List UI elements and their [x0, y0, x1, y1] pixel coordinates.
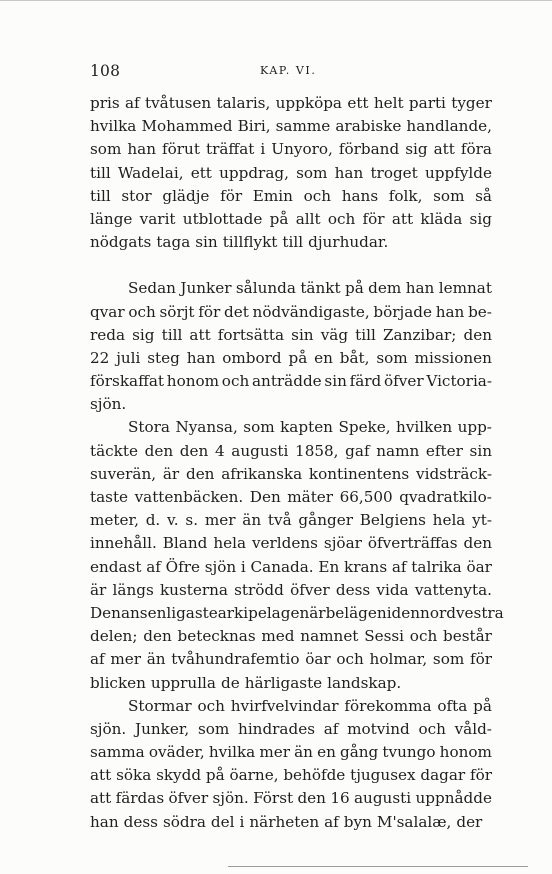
paragraph	[90, 277, 492, 416]
text-line: pris af tvåtusen talaris, uppköpa ett helt parti tyger	[90, 94, 492, 112]
text-line: sjön.	[90, 395, 127, 414]
text-line: reda sig till att fortsätta sin väg till Zanzibar; den	[90, 325, 492, 344]
text-line: suverän, är den afrikanska kontinentens vidsträck-	[90, 464, 492, 483]
text-line: af mer än tvåhundrafemtio öar och holmar, som för	[90, 650, 492, 669]
text-line: 22 juli steg han ombord på en båt, som missionen	[90, 348, 492, 367]
text-line: han dess södra del i närheten af byn M'salalæ, der	[90, 812, 483, 831]
text-line: länge varit utblottade på allt och för att kläda sig	[90, 209, 492, 228]
running-head: KAP. VI.	[260, 64, 317, 77]
text-line: taste vattenbäcken. Den mäter 66,500 qvadratkilo-	[90, 488, 492, 506]
text-line: hvilka Mohammed Biri, samme arabiske handlande,	[90, 117, 492, 136]
text-line: innehåll. Bland hela verldens sjöar öfverträffas den	[90, 534, 492, 553]
text-line: som han förut träffat i Unyoro, förband sig att föra	[90, 140, 492, 159]
bottom-rule	[228, 866, 528, 867]
page-header	[90, 62, 492, 82]
text-line: samma oväder, hvilka mer än en gång tvungo honom	[90, 743, 492, 762]
text-line: delen; den betecknas med namnet Sessi och består	[90, 627, 492, 646]
text-line: att färdas öfver sjön. Först den 16 augusti uppnådde	[90, 789, 492, 808]
text-line: qvar och sörjt för det nödvändigaste, började han be-	[90, 302, 492, 321]
paragraph	[90, 695, 492, 834]
page-number: 108	[90, 62, 121, 80]
text-line: Sedan Junker sålunda tänkt på dem han lemnat	[128, 279, 492, 298]
text-line: meter, d. v. s. mer än två gånger Belgiens hela yt-	[90, 511, 492, 530]
body-text	[90, 92, 504, 834]
text-line: att söka skydd på öarne, behöfde tjugusex dagar för	[90, 766, 492, 785]
text-line: sjön. Junker, som hindrades af motvind och våld-	[90, 719, 492, 738]
text-line: Stormar och hvirfvelvindar förekomma ofta på	[128, 696, 492, 715]
text-line: Den ansenligaste arkipelagen är belägen i den nordvestra	[90, 603, 504, 622]
text-line: Stora Nyansa, som kapten Speke, hvilken upp-	[128, 418, 492, 437]
text-line: till Wadelai, ett uppdrag, som han troget uppfylde	[90, 163, 492, 182]
text-line: är längs kusterna strödd öfver dess vida vattenyta.	[90, 580, 492, 599]
page-top-edge	[0, 0, 552, 1]
text-line: endast af Öfre sjön i Canada. En krans af talrika öar	[90, 557, 492, 576]
text-line: nödgats taga sin tillflykt till djurhudar.	[90, 233, 389, 252]
paragraph-gap	[90, 254, 492, 277]
paragraph	[90, 416, 504, 694]
text-line: till stor glädje för Emin och hans folk, som så	[90, 186, 492, 205]
text-line: förskaffat honom och anträdde sin färd öfver Victoria-	[90, 372, 492, 391]
paragraph	[90, 92, 492, 254]
text-line: blicken upprulla de härligaste landskap.	[90, 673, 402, 692]
text-line: täckte den den 4 augusti 1858, gaf namn efter sin	[90, 441, 492, 460]
